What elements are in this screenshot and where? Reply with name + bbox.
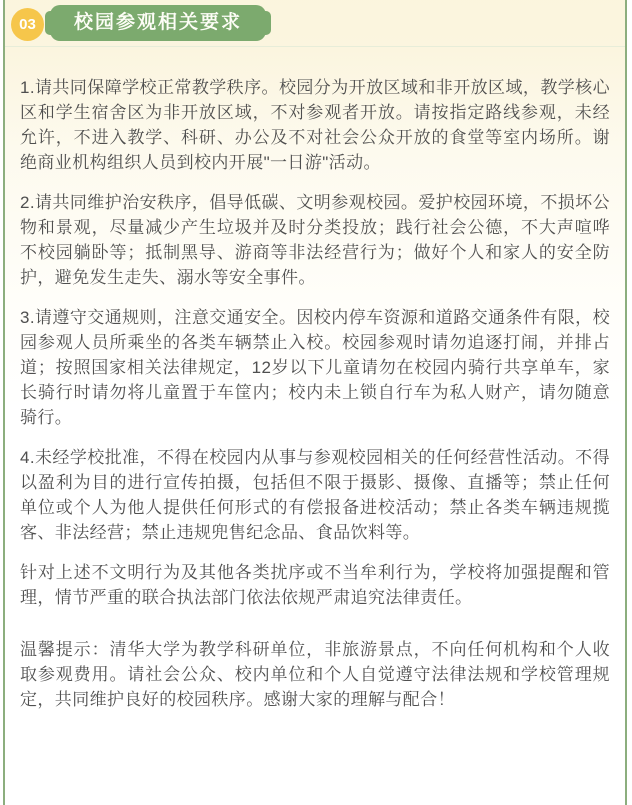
notice-paragraph: 4.未经学校批准，不得在校园内从事与参观校园相关的任何经营性活动。不得以盈利为目的进行宣传拍摄，包括但不限于摄影、摄像、直播等；禁止任何单位或个人为他人提供任何形式的有偿报备进校活动；禁止各类车辆违规揽客、非法经营；禁止违规兜售纪念品、食品饮料等。 <box>20 448 610 542</box>
notice-paragraph: 1.请共同保障学校正常教学秩序。校园分为开放区域和非开放区域，教学核心区和学生宿舍区为非开放区域，不对参观者开放。请按指定路线参观，未经允许，不进入教学、科研、办公及不对社会公众开放的食堂等室内场所。谢绝商业机构组织人员到校内开展"一日游"活动。 <box>20 78 610 172</box>
section-number-badge: 03 <box>11 8 44 41</box>
section-box <box>3 0 627 805</box>
notice-paragraph: 2.请共同维护治安秩序，倡导低碳、文明参观校园。爱护校园环境，不损坏公物和景观，尽量减少产生垃圾并及时分类投放；践行社会公德，不大声喧哗不校园躺卧等；抵制黑导、游商等非法经营行为；做好个人和家人的安全防护，避免发生走失、溺水等安全事件。 <box>20 193 610 287</box>
notice-paragraph: 3.请遵守交通规则，注意交通安全。因校内停车资源和道路交通条件有限，校园参观人员所乘坐的各类车辆禁止入校。校园参观时请勿追逐打闹，并排占道；按照国家相关法律规定，12岁以下儿童请勿在校园内骑行共享单车，家长骑行时请勿将儿童置于车筐内；校内未上锁自行车为私人财产，请勿随意骑行。 <box>20 308 610 427</box>
section-title-pill: 校园参观相关要求 <box>50 5 266 41</box>
notice-paragraph: 温馨提示：清华大学为教学科研单位，非旅游景点，不向任何机构和个人收取参观费用。请社会公众、校内单位和个人自觉遵守法律法规和学校管理规定，共同维护良好的校园秩序。感谢大家的理解与配合！ <box>20 640 610 709</box>
content-paragraphs <box>5 46 625 712</box>
section-inner <box>5 0 625 805</box>
notice-paragraph: 针对上述不文明行为及其他各类扰序或不当牟利行为，学校将加强提醒和管理，情节严重的联合执法部门依法依规严肃追究法律责任。 <box>20 563 610 607</box>
header-separator <box>5 46 625 47</box>
section-header <box>5 0 625 46</box>
